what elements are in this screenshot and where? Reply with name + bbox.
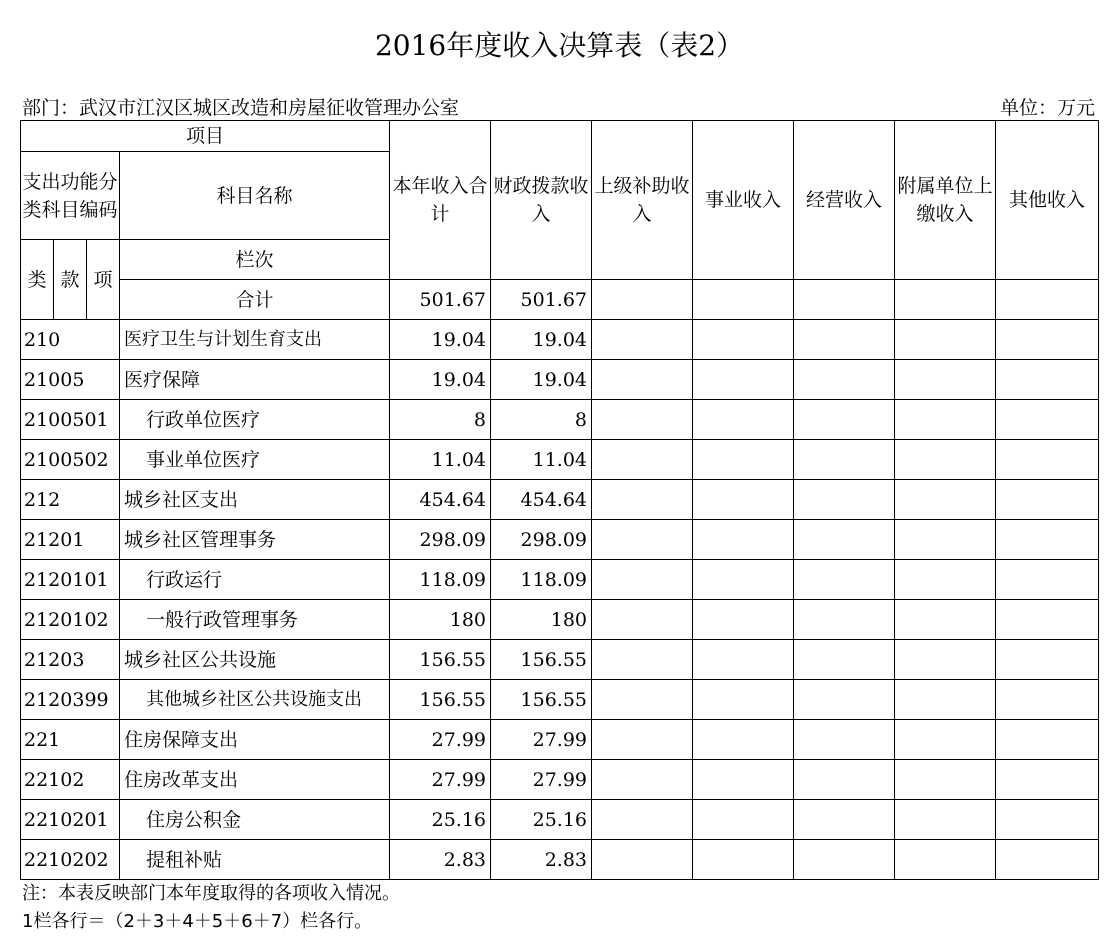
value-cell-7: [996, 720, 1099, 760]
table-row: [21, 560, 1099, 600]
function-code-cell: 221: [21, 720, 120, 760]
subject-name-cell: 住房保障支出: [120, 720, 390, 760]
table-row: [21, 640, 1099, 680]
value-cell-2: 156.55: [491, 680, 592, 720]
value-cell-6: [895, 520, 996, 560]
subject-name-cell: 行政单位医疗: [120, 400, 390, 440]
subject-name-cell: 住房改革支出: [120, 760, 390, 800]
total-cell-6: [895, 280, 996, 320]
total-cell-1: 501.67: [390, 280, 491, 320]
value-cell-1: 298.09: [390, 520, 491, 560]
value-cell-3: [592, 600, 693, 640]
value-cell-1: 156.55: [390, 680, 491, 720]
value-cell-7: [996, 400, 1099, 440]
value-cell-6: [895, 320, 996, 360]
table-row: [21, 600, 1099, 640]
value-cell-6: [895, 440, 996, 480]
report-title: 2016年度收入决算表（表2）: [374, 29, 745, 62]
value-cell-7: [996, 360, 1099, 400]
table-row: [21, 680, 1099, 720]
subject-name-cell: 行政运行: [120, 560, 390, 600]
header-col-2: 财政拨款收入: [491, 121, 592, 280]
value-cell-5: [794, 440, 895, 480]
unit-label: 单位：万元: [999, 97, 1095, 119]
value-cell-6: [895, 720, 996, 760]
header-kuan: 款: [54, 240, 87, 320]
subject-name-cell: 一般行政管理事务: [120, 600, 390, 640]
table-row: [21, 520, 1099, 560]
header-col-3: 上级补助收入: [592, 121, 693, 280]
value-cell-2: 27.99: [491, 720, 592, 760]
value-cell-7: [996, 640, 1099, 680]
header-function-code: 支出功能分类科目编码: [21, 152, 120, 240]
header-project: 项目: [21, 121, 390, 152]
function-code-cell: 2210202: [21, 840, 120, 880]
function-code-cell: 2100502: [21, 440, 120, 480]
function-code-cell: 2100501: [21, 400, 120, 440]
subject-name-cell: 事业单位医疗: [120, 440, 390, 480]
value-cell-3: [592, 800, 693, 840]
value-cell-1: 8: [390, 400, 491, 440]
value-cell-3: [592, 720, 693, 760]
table-row: [21, 760, 1099, 800]
subject-name-cell: 住房公积金: [120, 800, 390, 840]
value-cell-4: [693, 480, 794, 520]
header-column-order: 栏次: [120, 240, 390, 280]
value-cell-5: [794, 560, 895, 600]
value-cell-5: [794, 320, 895, 360]
subject-name-cell: 其他城乡社区公共设施支出: [120, 680, 390, 720]
value-cell-1: 25.16: [390, 800, 491, 840]
value-cell-5: [794, 680, 895, 720]
header-col-7: 其他收入: [996, 121, 1099, 280]
value-cell-5: [794, 400, 895, 440]
value-cell-4: [693, 720, 794, 760]
value-cell-1: 27.99: [390, 760, 491, 800]
value-cell-2: 19.04: [491, 360, 592, 400]
header-col-6: 附属单位上缴收入: [895, 121, 996, 280]
value-cell-1: 454.64: [390, 480, 491, 520]
value-cell-4: [693, 440, 794, 480]
value-cell-2: 156.55: [491, 640, 592, 680]
value-cell-6: [895, 600, 996, 640]
value-cell-2: 11.04: [491, 440, 592, 480]
value-cell-6: [895, 480, 996, 520]
function-code-cell: 2120102: [21, 600, 120, 640]
value-cell-4: [693, 640, 794, 680]
value-cell-7: [996, 680, 1099, 720]
value-cell-4: [693, 800, 794, 840]
function-code-cell: 2120101: [21, 560, 120, 600]
function-code-cell: 21201: [21, 520, 120, 560]
value-cell-2: 180: [491, 600, 592, 640]
value-cell-6: [895, 560, 996, 600]
table-row: [21, 720, 1099, 760]
value-cell-5: [794, 720, 895, 760]
function-code-cell: 21005: [21, 360, 120, 400]
value-cell-6: [895, 400, 996, 440]
value-cell-7: [996, 320, 1099, 360]
subject-name-cell: 医疗卫生与计划生育支出: [120, 320, 390, 360]
header-subject-name: 科目名称: [120, 152, 390, 240]
value-cell-5: [794, 360, 895, 400]
function-code-cell: 212: [21, 480, 120, 520]
value-cell-5: [794, 640, 895, 680]
value-cell-5: [794, 600, 895, 640]
value-cell-1: 19.04: [390, 360, 491, 400]
value-cell-2: 25.16: [491, 800, 592, 840]
table-row: [21, 320, 1099, 360]
total-cell-3: [592, 280, 693, 320]
value-cell-1: 11.04: [390, 440, 491, 480]
table-row: [21, 400, 1099, 440]
total-cell-7: [996, 280, 1099, 320]
value-cell-2: 19.04: [491, 320, 592, 360]
value-cell-1: 19.04: [390, 320, 491, 360]
value-cell-4: [693, 760, 794, 800]
value-cell-6: [895, 840, 996, 880]
header-col-1: 本年收入合计: [390, 121, 491, 280]
value-cell-5: [794, 840, 895, 880]
value-cell-7: [996, 480, 1099, 520]
value-cell-1: 2.83: [390, 840, 491, 880]
table-row: [21, 480, 1099, 520]
value-cell-1: 156.55: [390, 640, 491, 680]
value-cell-3: [592, 840, 693, 880]
value-cell-3: [592, 360, 693, 400]
value-cell-4: [693, 360, 794, 400]
value-cell-1: 118.09: [390, 560, 491, 600]
value-cell-5: [794, 520, 895, 560]
total-cell-5: [794, 280, 895, 320]
value-cell-5: [794, 800, 895, 840]
note-line-2: 1栏各行＝（2＋3＋4＋5＋6＋7）栏各行。: [22, 911, 373, 932]
value-cell-1: 27.99: [390, 720, 491, 760]
subject-name-cell: 城乡社区公共设施: [120, 640, 390, 680]
value-cell-2: 8: [491, 400, 592, 440]
subject-name-cell: 提租补贴: [120, 840, 390, 880]
value-cell-3: [592, 400, 693, 440]
value-cell-7: [996, 840, 1099, 880]
value-cell-7: [996, 600, 1099, 640]
value-cell-3: [592, 520, 693, 560]
function-code-cell: 210: [21, 320, 120, 360]
value-cell-2: 27.99: [491, 760, 592, 800]
value-cell-3: [592, 320, 693, 360]
subject-name-cell: 城乡社区管理事务: [120, 520, 390, 560]
table-row: [21, 360, 1099, 400]
value-cell-4: [693, 400, 794, 440]
value-cell-4: [693, 520, 794, 560]
header-lei: 类: [21, 240, 54, 320]
table-row: [21, 800, 1099, 840]
value-cell-4: [693, 680, 794, 720]
value-cell-3: [592, 480, 693, 520]
value-cell-7: [996, 560, 1099, 600]
value-cell-1: 180: [390, 600, 491, 640]
value-cell-4: [693, 600, 794, 640]
value-cell-5: [794, 480, 895, 520]
value-cell-6: [895, 680, 996, 720]
function-code-cell: 22102: [21, 760, 120, 800]
value-cell-2: 118.09: [491, 560, 592, 600]
value-cell-3: [592, 760, 693, 800]
value-cell-7: [996, 520, 1099, 560]
value-cell-2: 298.09: [491, 520, 592, 560]
table-row: [21, 440, 1099, 480]
header-col-5: 经营收入: [794, 121, 895, 280]
value-cell-4: [693, 560, 794, 600]
function-code-cell: 2210201: [21, 800, 120, 840]
value-cell-5: [794, 760, 895, 800]
value-cell-3: [592, 640, 693, 680]
value-cell-7: [996, 760, 1099, 800]
header-xiang: 项: [87, 240, 120, 320]
total-label: 合计: [120, 280, 390, 320]
subject-name-cell: 城乡社区支出: [120, 480, 390, 520]
value-cell-6: [895, 760, 996, 800]
value-cell-3: [592, 440, 693, 480]
value-cell-2: 454.64: [491, 480, 592, 520]
value-cell-2: 2.83: [491, 840, 592, 880]
value-cell-6: [895, 800, 996, 840]
value-cell-4: [693, 840, 794, 880]
total-cell-2: 501.67: [491, 280, 592, 320]
value-cell-7: [996, 440, 1099, 480]
header-col-4: 事业收入: [693, 121, 794, 280]
value-cell-4: [693, 320, 794, 360]
subject-name-cell: 医疗保障: [120, 360, 390, 400]
value-cell-3: [592, 680, 693, 720]
note-line-1: 注：本表反映部门本年度取得的各项收入情况。: [22, 883, 400, 904]
value-cell-6: [895, 640, 996, 680]
value-cell-6: [895, 360, 996, 400]
table-row: [21, 840, 1099, 880]
function-code-cell: 21203: [21, 640, 120, 680]
value-cell-7: [996, 800, 1099, 840]
value-cell-3: [592, 560, 693, 600]
income-statement-table: [20, 120, 1099, 880]
total-cell-4: [693, 280, 794, 320]
department-label: 部门：武汉市江汉区城区改造和房屋征收管理办公室: [22, 97, 460, 119]
function-code-cell: 2120399: [21, 680, 120, 720]
